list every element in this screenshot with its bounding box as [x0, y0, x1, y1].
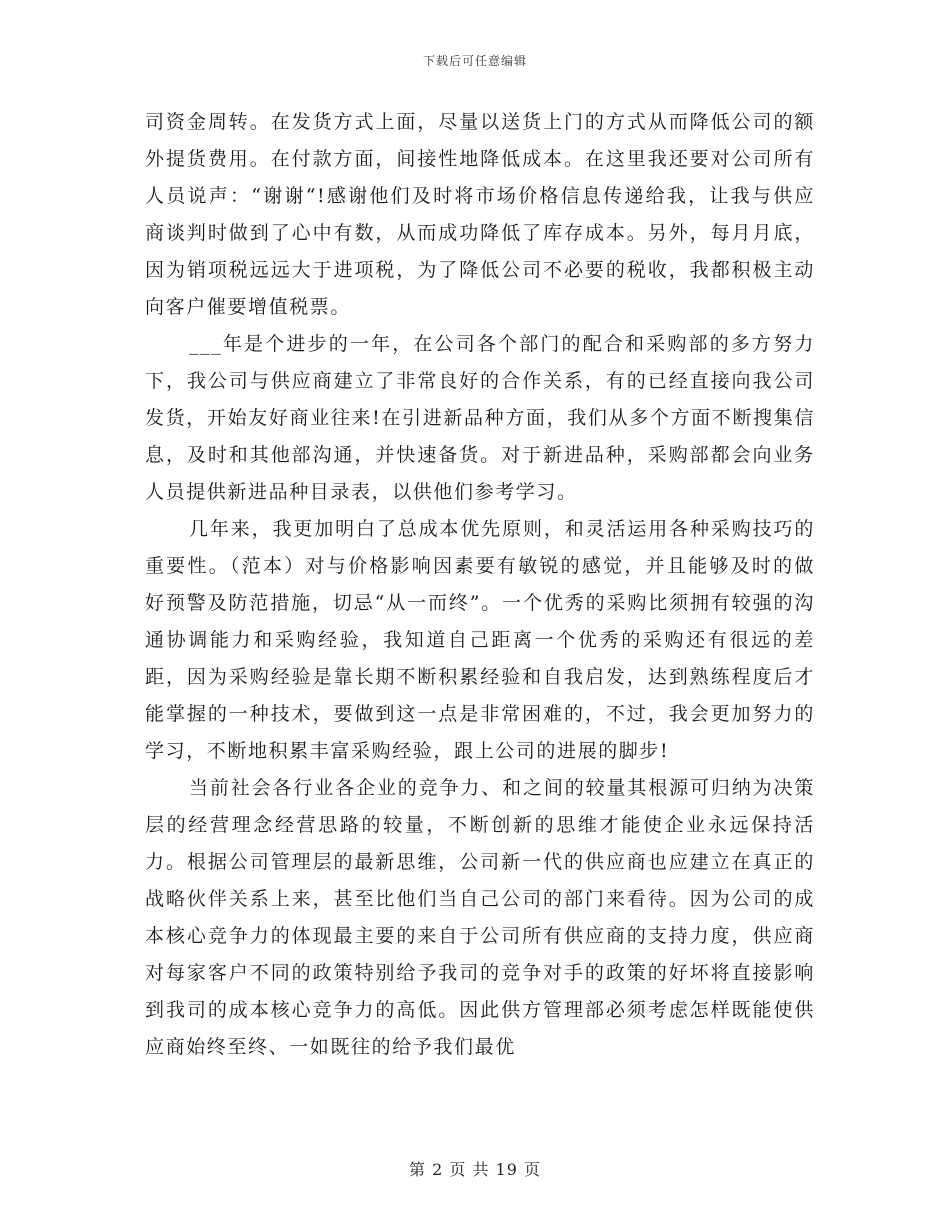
paragraph: ___年是个进步的一年，在公司各个部门的配合和采购部的多方努力下，我公司与供应商建立了非常良好的合作关系，有的已经直接向我公司发货，开始友好商业往来!在引进新品种方面，我们从多个方面不断搜集信息，及时和其他部沟通，并快速备货。对于新进品种，采购部都会向业务人员提供新进品种目录表，以供他们参考学习。	[145, 333, 815, 503]
paragraph-continuation: 司资金周转。在发货方式上面，尽量以送货上门的方式从而降低公司的额外提货费用。在付款方面，间接性地降低成本。在这里我还要对公司所有人员说声：“谢谢“!感谢他们及时将市场价格信息传递给我，让我与供应商谈判时做到了心中有数，从而成功降低了库存成本。另外，每月月底，因为销项税远远大于进项税，为了降低公司不必要的税收，我都积极主动向客户催要增值税票。	[145, 111, 815, 318]
paragraph: 几年来，我更加明白了总成本优先原则，和灵活运用各种采购技巧的重要性。（范本）对与价格影响因素要有敏锐的感觉，并且能够及时的做好预警及防范措施，切忌“从一而终”。一个优秀的采购比须拥有较强的沟通协调能力和采购经验，我知道自己距离一个优秀的采购还有很远的差距，因为采购经验是靠长期不断积累经验和自我启发，达到熟练程度后才能掌握的一种技术，要做到这一点是非常困难的，不过，我会更加努力的学习，不断地积累丰富采购经验，跟上公司的进展的脚步!	[145, 518, 815, 762]
document-body	[145, 104, 815, 1066]
page-header: 下载后可任意编辑	[422, 54, 527, 68]
page-number-footer: 第 2 页 共 19 页	[409, 1160, 541, 1179]
paragraph: 当前社会各行业各企业的竞争力、和之间的较量其根源可归纳为决策层的经营理念经营思路的较量，不断创新的思维才能使企业永远保持活力。根据公司管理层的最新思维，公司新一代的供应商也应建立在真正的战略伙伴关系上来，甚至比他们当自己公司的部门来看待。因为公司的成本核心竞争力的体现最主要的来自于公司所有供应商的支持力度，供应商对每家客户不同的政策特别给予我司的竞争对手的政策的好坏将直接影响到我司的成本核心竞争力的高低。因此供方管理部必须考虑怎样既能使供应商始终至终、一如既往的给予我们最优	[145, 777, 815, 1058]
